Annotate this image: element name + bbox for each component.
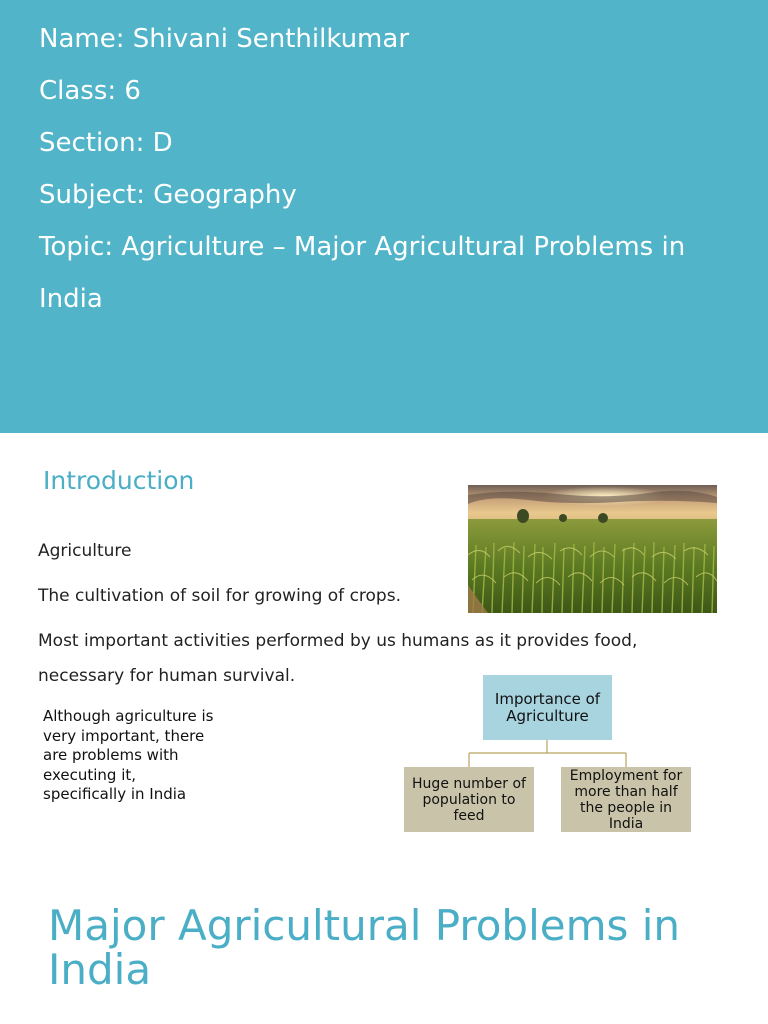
- corn-field-photo: [468, 485, 717, 613]
- employment-node: Employment for more than half the people in India: [561, 767, 691, 832]
- section-line: Section: D: [39, 128, 173, 158]
- importance-text-line-1: Most important activities performed by us humans as it provides food,: [38, 631, 638, 651]
- importance-text-line-2: necessary for human survival.: [38, 666, 296, 686]
- topic-line: Topic: Agriculture – Major Agricultural Problems in: [39, 232, 686, 262]
- title-slide: [0, 0, 768, 433]
- agriculture-term: Agriculture: [38, 541, 132, 561]
- name-line: Name: Shivani Senthilkumar: [39, 24, 410, 54]
- introduction-heading: Introduction: [43, 466, 195, 495]
- importance-root-node: Importance of Agriculture: [483, 675, 612, 740]
- corn-field-image: [468, 485, 717, 613]
- problems-note: Although agriculture is very important, there are problems with executing it, specifically in India: [43, 707, 214, 803]
- section-title: Major Agricultural Problems in India: [48, 901, 681, 994]
- class-line: Class: 6: [39, 76, 141, 106]
- population-node: Huge number of population to feed: [404, 767, 534, 832]
- agriculture-definition: The cultivation of soil for growing of crops.: [38, 586, 401, 606]
- topic-line-continued: India: [39, 284, 103, 314]
- subject-line: Subject: Geography: [39, 180, 297, 210]
